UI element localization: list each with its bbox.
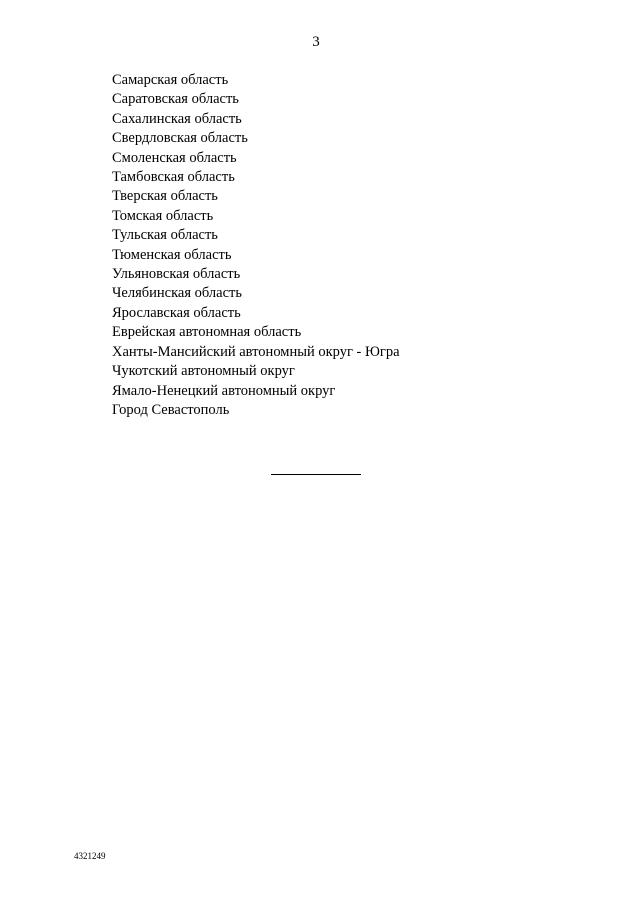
list-item: Ханты-Мансийский автономный округ - Югра [112, 343, 400, 360]
list-item: Ямало-Ненецкий автономный округ [112, 382, 336, 399]
separator-line [271, 474, 361, 475]
list-item: Тамбовская область [112, 169, 235, 186]
list-item: Самарская область [112, 72, 229, 88]
list-item: Еврейская автономная область [112, 324, 302, 341]
list-item: Тюменская область [112, 246, 232, 263]
list-item: Тверская область [112, 188, 218, 205]
list-item: Томская область [112, 207, 214, 224]
region-list [112, 71, 400, 420]
list-item: Сахалинская область [112, 110, 242, 127]
list-item: Ульяновская область [112, 266, 241, 283]
list-item: Город Севастополь [112, 401, 230, 418]
list-item: Чукотский автономный округ [112, 363, 295, 380]
list-item: Тульская область [112, 227, 218, 244]
list-item: Челябинская область [112, 285, 242, 302]
document-id: 4321249 [74, 851, 106, 861]
list-item: Ярославская область [112, 304, 241, 321]
list-item: Саратовская область [112, 91, 239, 108]
list-item: Смоленская область [112, 149, 237, 166]
page-number: 3 [312, 34, 320, 50]
list-item: Свердловская область [112, 130, 248, 147]
